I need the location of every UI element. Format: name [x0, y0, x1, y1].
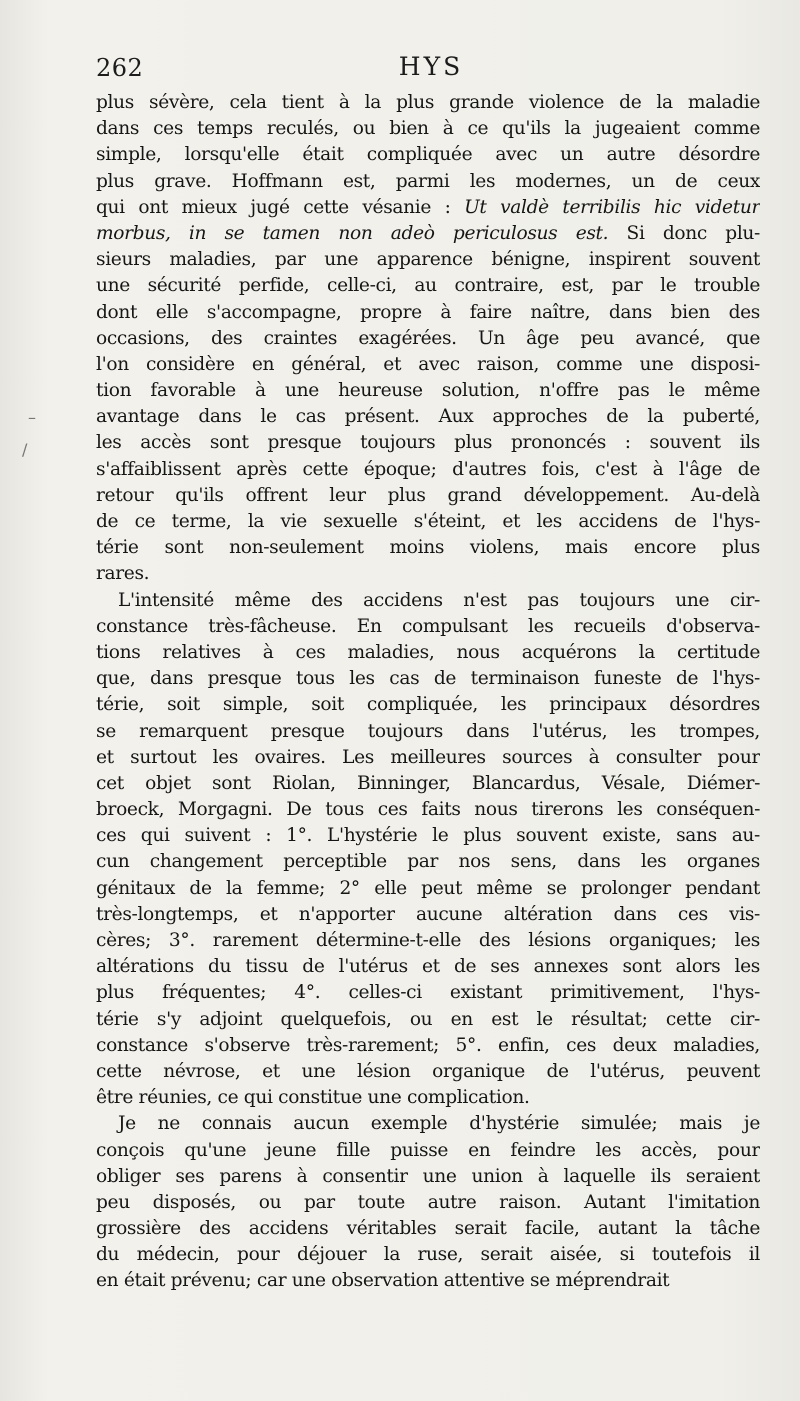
text-line: conçois qu'une jeune fille puisse en feindre les accès, pour [96, 1139, 760, 1161]
text-line: se remarquent presque toujours dans l'utérus, les trompes, [96, 720, 760, 742]
text-segment: Si donc plu- [608, 222, 760, 244]
latin-quote: Ut valdè terribilis hic videtur [464, 196, 760, 218]
text-line: peu disposés, ou par toute autre raison. Autant l'imitation [96, 1191, 760, 1213]
margin-mark: – [28, 408, 36, 427]
text-line: L'intensité même des accidens n'est pas toujours une cir- [118, 589, 760, 611]
paragraph [96, 1111, 760, 1294]
text-line: térie s'y adjoint quelquefois, ou en est le résultat; cette cir- [96, 1008, 760, 1030]
text-line: cères; 3°. rarement détermine-t-elle des lésions organiques; les [96, 930, 760, 951]
text-line: génitaux de la femme; 2° elle peut même se prolonger pendant [96, 877, 760, 899]
text-line: plus fréquentes; 4°. celles-ci existant primitivement, l'hys- [96, 982, 760, 1004]
text-line: térie, soit simple, soit compliquée, les principaux désordres [96, 694, 760, 716]
text-line: les accès sont presque toujours plus prononcés : souvent ils [96, 432, 760, 454]
text-line: sieurs maladies, par une apparence bénigne, inspirent souvent [96, 249, 760, 271]
text-segment: qui ont mieux jugé cette vésanie : [96, 196, 465, 218]
paragraph [96, 588, 760, 1112]
text-line [96, 221, 760, 247]
text-line: du médecin, pour déjouer la ruse, serait aisée, si toutefois il [96, 1244, 760, 1266]
page-number: 262 [96, 54, 144, 82]
text-line: simple, lorsqu'elle était compliquée avec un autre désordre [96, 144, 760, 166]
text-line: cet objet sont Riolan, Binninger, Blancardus, Vésale, Diémer- [96, 772, 760, 794]
text-line: obliger ses parens à consentir une union à laquelle ils seraient [96, 1165, 760, 1187]
text-line: cette névrose, et une lésion organique de l'utérus, peuvent [96, 1060, 760, 1082]
text-line: et surtout les ovaires. Les meilleures sources à consulter pour [96, 746, 760, 768]
text-line: dont elle s'accompagne, propre à faire naître, dans bien des [96, 301, 760, 323]
text-line: tion favorable à une heureuse solution, n'offre pas le même [96, 380, 760, 402]
text-line: être réunies, ce qui constitue une complication. [96, 1087, 530, 1109]
text-line: broeck, Morgagni. De tous ces faits nous tirerons les conséquen- [96, 799, 760, 821]
text-line: plus sévère, cela tient à la plus grande violence de la maladie [96, 92, 760, 113]
text-line: une sécurité perfide, celle-ci, au contraire, est, par le trouble [96, 275, 760, 297]
text-line: constance s'observe très-rarement; 5°. enfin, ces deux maladies, [96, 1034, 760, 1056]
page-header [96, 52, 766, 88]
latin-quote: morbus, in se tamen non adeò periculosus est. [96, 222, 609, 244]
text-line: que, dans presque tous les cas de terminaison funeste de l'hys- [96, 668, 760, 690]
text-line: rares. [96, 563, 150, 585]
text-line: térie sont non-seulement moins violens, mais encore plus [96, 537, 760, 559]
text-line: dans ces temps reculés, ou bien à ce qu'ils la jugeaient comme [96, 118, 760, 140]
body-text [96, 90, 760, 1295]
text-line: ces qui suivent : 1°. L'hystérie le plus souvent existe, sans au- [96, 825, 760, 847]
text-line: en était prévenu; car une observation attentive se méprendrait [96, 1270, 670, 1292]
text-line: cun changement perceptible par nos sens, dans les organes [96, 851, 760, 873]
paragraph [96, 90, 760, 588]
text-line: Je ne connais aucun exemple d'hystérie simulée; mais je [118, 1113, 760, 1135]
text-line: grossière des accidens véritables serait facile, autant la tâche [96, 1218, 760, 1240]
text-line: de ce terme, la vie sexuelle s'éteint, et les accidens de l'hys- [96, 511, 760, 532]
text-line: s'affaiblissent après cette époque; d'autres fois, c'est à l'âge de [96, 458, 760, 480]
margin-mark: / [22, 440, 28, 459]
text-line: retour qu'ils offrent leur plus grand développement. Au-delà [96, 484, 760, 506]
text-line: altérations du tissu de l'utérus et de ses annexes sont alors les [96, 956, 760, 978]
text-line: plus grave. Hoffmann est, parmi les modernes, un de ceux [96, 170, 760, 192]
text-line [96, 195, 760, 221]
text-line: occasions, des craintes exagérées. Un âge peu avancé, que [96, 327, 760, 349]
running-head: HYS [398, 52, 464, 81]
text-line: tions relatives à ces maladies, nous acquérons la certitude [96, 641, 760, 663]
text-line: très-longtemps, et n'apporter aucune altération dans ces vis- [96, 903, 760, 925]
text-line: l'on considère en général, et avec raison, comme une disposi- [96, 353, 760, 375]
text-line: constance très-fâcheuse. En compulsant les recueils d'observa- [96, 615, 760, 637]
text-line: avantage dans le cas présent. Aux approches de la puberté, [96, 406, 760, 428]
